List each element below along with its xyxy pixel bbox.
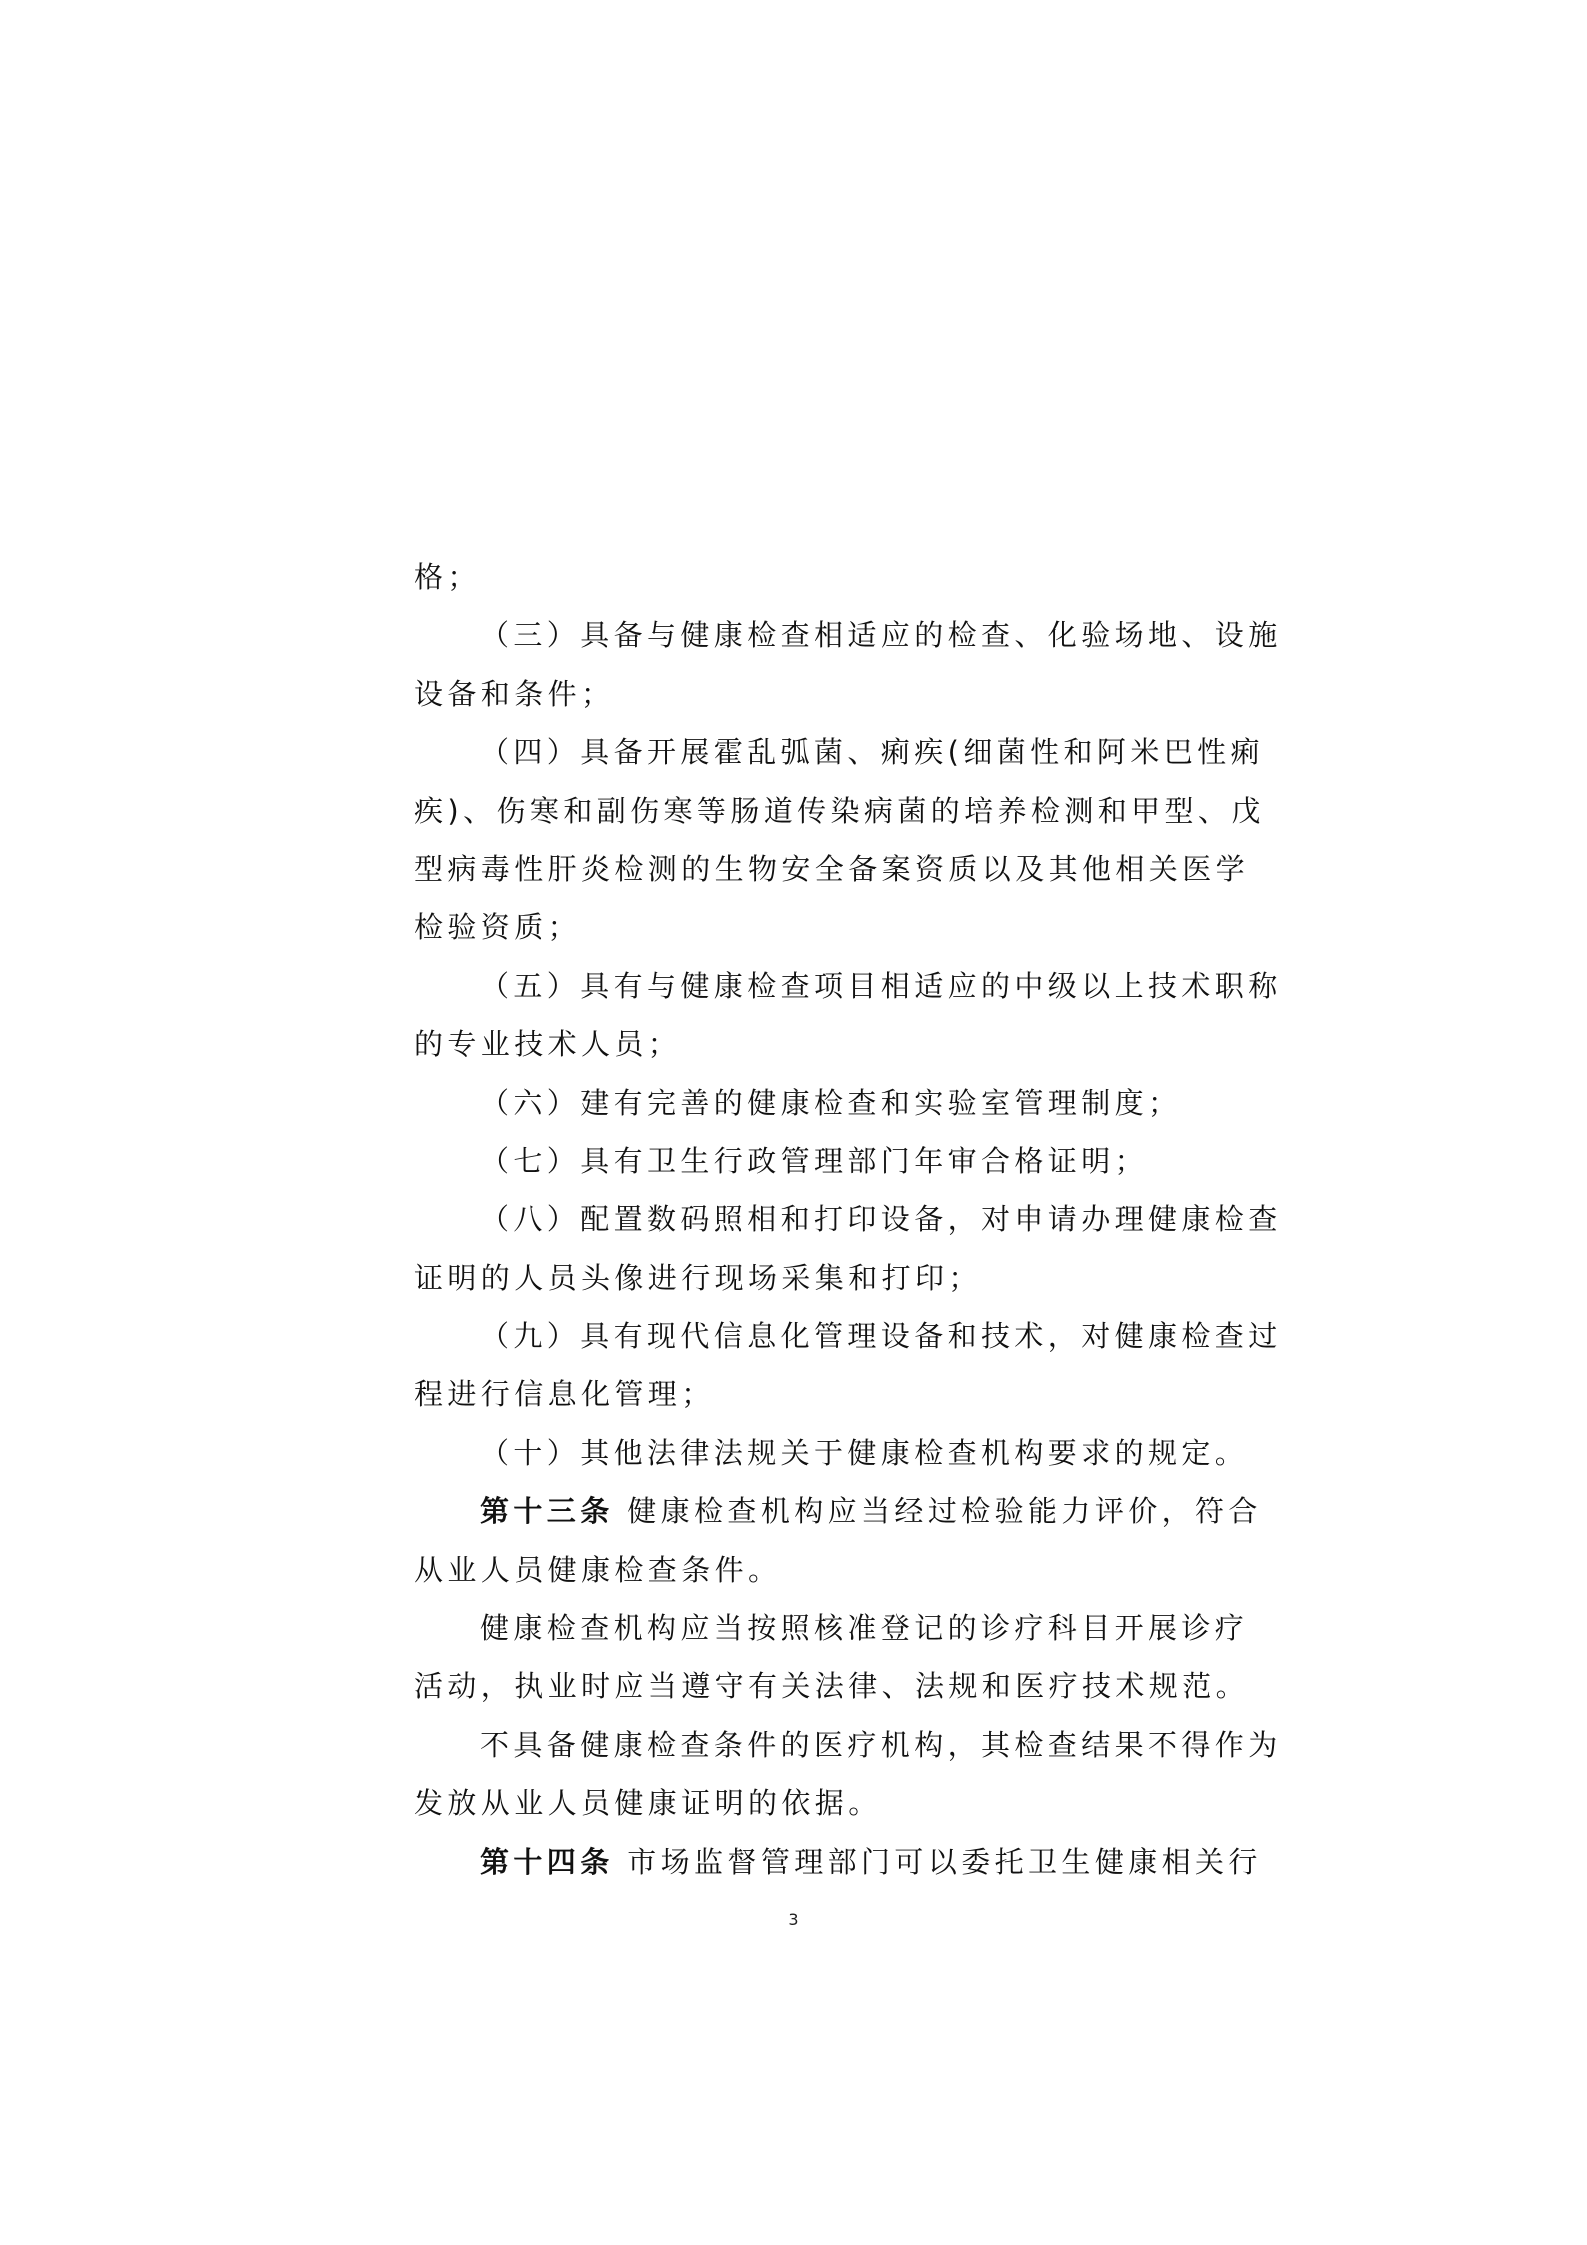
line-text: （三）具备与健康检查相适应的检查、化验场地、设施 (480, 618, 1282, 653)
text-line (414, 1424, 1249, 1482)
line-text: 市场监督管理部门可以委托卫生健康相关行 (613, 1844, 1262, 1879)
line-text: （八）配置数码照相和打印设备，对申请办理健康检查 (480, 1202, 1282, 1237)
line-text: 型病毒性肝炎检测的生物安全备案资质以及其他相关医学 (414, 851, 1250, 886)
line-text: 程进行信息化管理； (414, 1377, 715, 1412)
article-14-line (414, 1833, 1262, 1891)
line-text: 证明的人员头像进行现场采集和打印； (414, 1260, 982, 1295)
text-line (414, 1132, 1214, 1190)
text-line (414, 723, 1264, 781)
line-text: （四）具备开展霍乱弧菌、痢疾(细菌性和阿米巴性痢 (480, 735, 1264, 770)
article-13-heading: 第十三条 (480, 1494, 614, 1529)
line-text: 不具备健康检查条件的医疗机构，其检查结果不得作为 (480, 1727, 1282, 1762)
text-line (414, 548, 1214, 606)
line-text: （十）其他法律法规关于健康检查机构要求的规定。 (480, 1435, 1249, 1470)
line-text: 设备和条件； (414, 676, 615, 711)
text-line (414, 1657, 1250, 1715)
line-text: （五）具有与健康检查项目相适应的中级以上技术职称 (480, 968, 1282, 1003)
text-line (414, 1074, 1214, 1132)
line-text: 健康检查机构应当经过检验能力评价，符合 (613, 1494, 1262, 1529)
line-text: 检验资质； (414, 910, 582, 945)
text-line (414, 1716, 1282, 1774)
text-line (414, 606, 1282, 664)
page-number: 3 (788, 1910, 799, 1929)
text-line (414, 782, 1265, 840)
body-text (414, 548, 1282, 1891)
line-text: 活动，执业时应当遵守有关法律、法规和医疗技术规范。 (414, 1669, 1250, 1704)
text-line (414, 840, 1250, 898)
text-line (414, 1541, 1214, 1599)
line-text: 从业人员健康检查条件。 (414, 1552, 782, 1587)
text-line (414, 1774, 1214, 1832)
text-line (414, 1190, 1282, 1248)
text-line (414, 1249, 1214, 1307)
line-text: （六）建有完善的健康检查和实验室管理制度； (480, 1085, 1182, 1120)
text-line (414, 665, 1214, 723)
line-text: 的专业技术人员； (414, 1027, 682, 1062)
text-line (414, 898, 1214, 956)
line-text: （九）具有现代信息化管理设备和技术，对健康检查过 (480, 1319, 1282, 1354)
text-line (414, 957, 1282, 1015)
article-14-heading: 第十四条 (480, 1844, 614, 1879)
text-line (414, 1015, 1214, 1073)
line-text: 格； (414, 560, 481, 594)
text-line (414, 1307, 1282, 1365)
line-text: 疾)、伤寒和副伤寒等肠道传染病菌的培养检测和甲型、戊 (414, 793, 1265, 828)
article-13-line (414, 1482, 1262, 1540)
text-line (414, 1365, 1214, 1423)
line-text: 健康检查机构应当按照核准登记的诊疗科目开展诊疗 (480, 1611, 1249, 1646)
line-text: （七）具有卫生行政管理部门年审合格证明； (480, 1143, 1149, 1178)
text-line (414, 1599, 1249, 1657)
line-text: 发放从业人员健康证明的依据。 (414, 1786, 882, 1821)
